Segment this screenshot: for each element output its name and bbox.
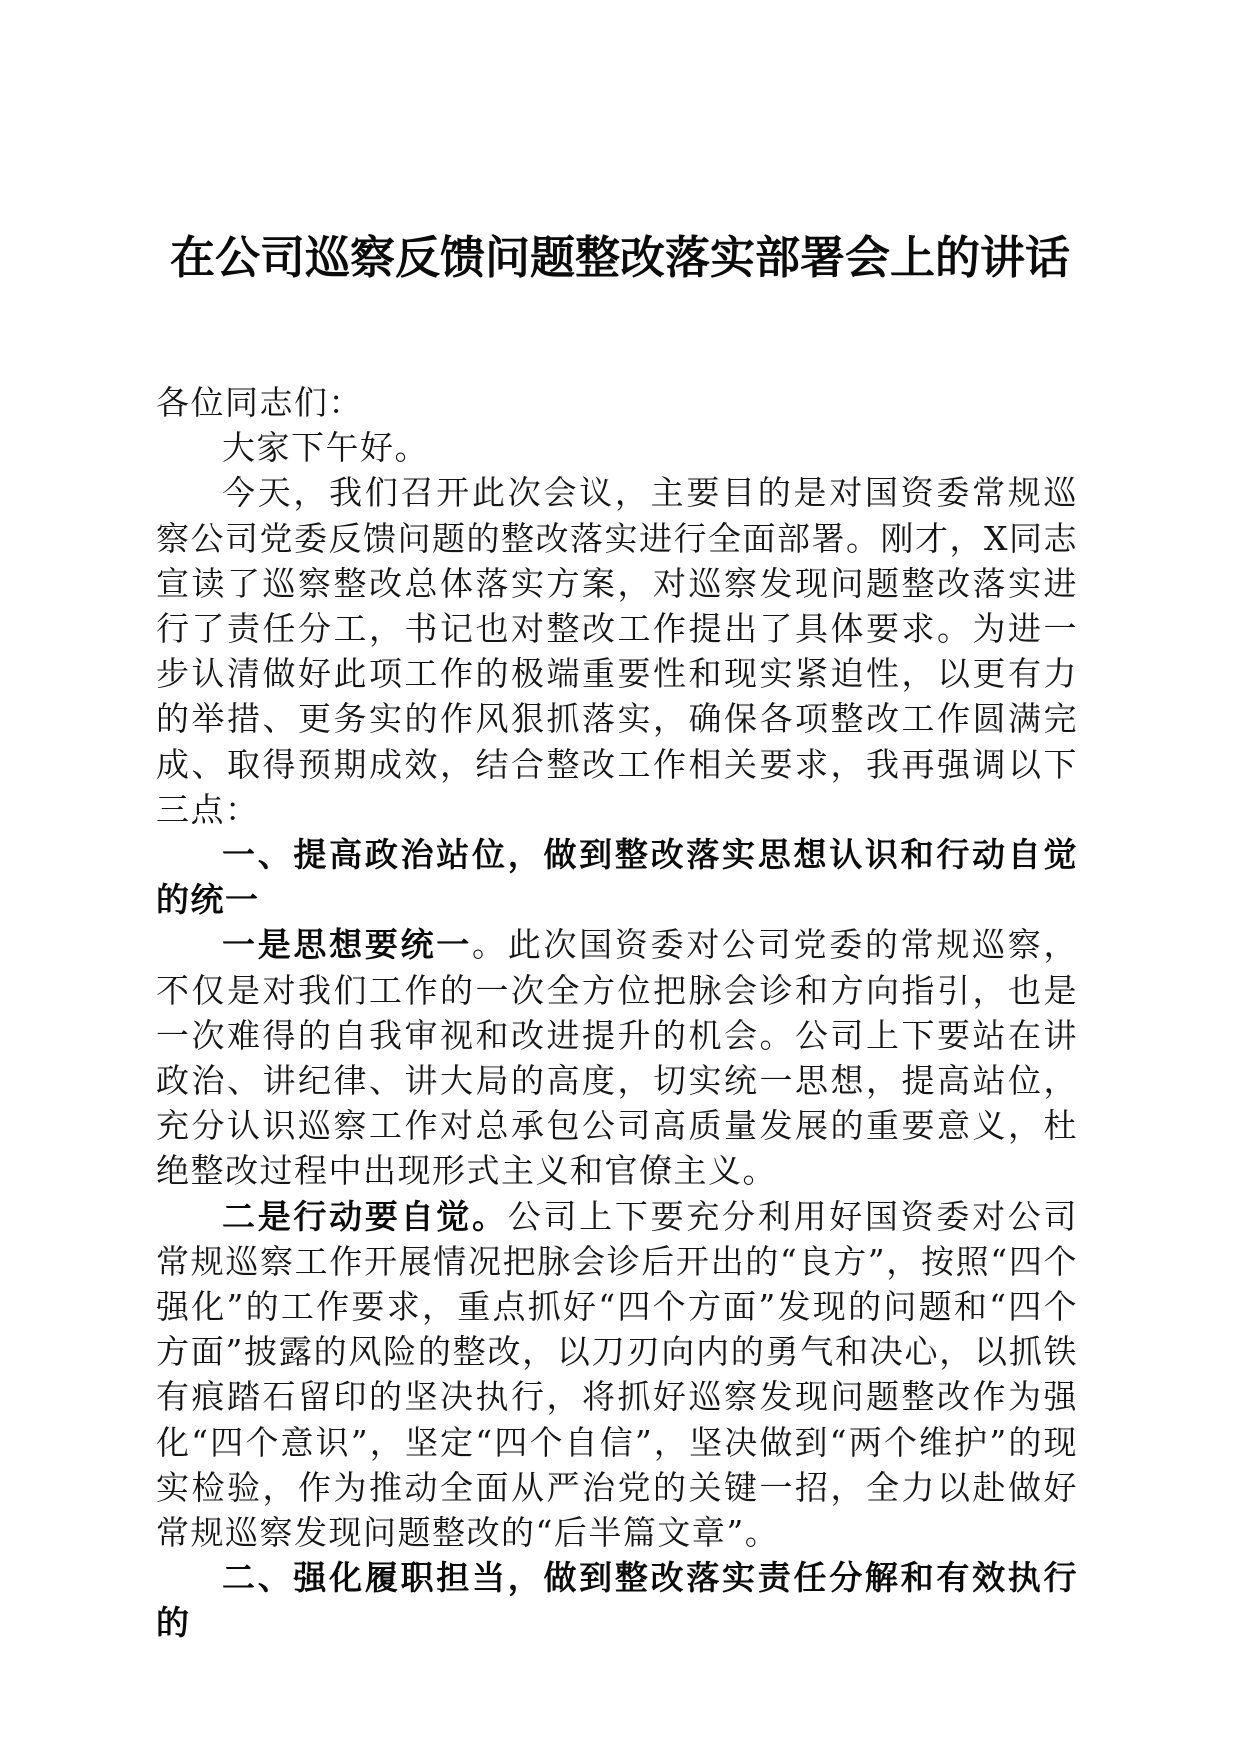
document-title: 在公司巡察反馈问题整改落实部署会上的讲话	[169, 231, 1070, 284]
greeting: 大家下午好。	[222, 428, 429, 468]
section-1-point-1	[156, 922, 1078, 1193]
point-1-text: 。此次国资委对公司党委的常规巡察，不仅是对我们工作的一次全方位把脉会诊和方向指引，也是一次难得的自我审视和改进提升的机会。公司上下要站在讲政治、讲纪律、讲大局的高度，切实统一思想，提高站位，充分认识巡察工作对总承包公司高质量发展的重要意义，杜绝整改过程中出现形式主义和官僚主义。	[156, 925, 1079, 1191]
salutation: 各位同志们：	[156, 383, 363, 422]
point-2-lead: 二是行动要自觉。	[222, 1196, 508, 1236]
section-2-heading: 二、强化履职担当，做到整改落实责任分解和有效执行的	[156, 1558, 1078, 1643]
section-1-heading: 一、提高政治站位，做到整改落实思想认识和行动自觉的统一	[156, 835, 1078, 920]
point-1-lead: 一是思想要统一	[222, 925, 473, 965]
intro-paragraph: 今天，我们召开此次会议，主要目的是对国资委常规巡察公司党委反馈问题的整改落实进行全面部署。刚才，X同志宣读了巡察整改总体落实方案，对巡察发现问题整改落实进行了责任分工，书记也对整改工作提出了具体要求。为进一步认清做好此项工作的极端重要性和现实紧迫性，以更有力的举措、更务实的作风狠抓落实，确保各项整改工作圆满完成、取得预期成效，结合整改工作相关要求，我再强调以下三点：	[156, 473, 1078, 829]
document-body	[156, 380, 1078, 1646]
point-2-text: 公司上下要充分利用好国资委对公司常规巡察工作开展情况把脉会诊后开出的“良方”，按照“四个强化”的工作要求，重点抓好“四个方面”发现的问题和“四个方面”披露的风险的整改，以刀刃向内的勇气和决心，以抓铁有痕踏石留印的坚决执行，将抓好巡察发现问题整改作为强化“四个意识”，坚定“四个自信”，坚决做到“两个维护”的现实检验，作为推动全面从严治党的关键一招，全力以赴做好常规巡察发现问题整改的“后半篇文章”。	[156, 1196, 1079, 1553]
section-1-point-2	[156, 1194, 1078, 1556]
